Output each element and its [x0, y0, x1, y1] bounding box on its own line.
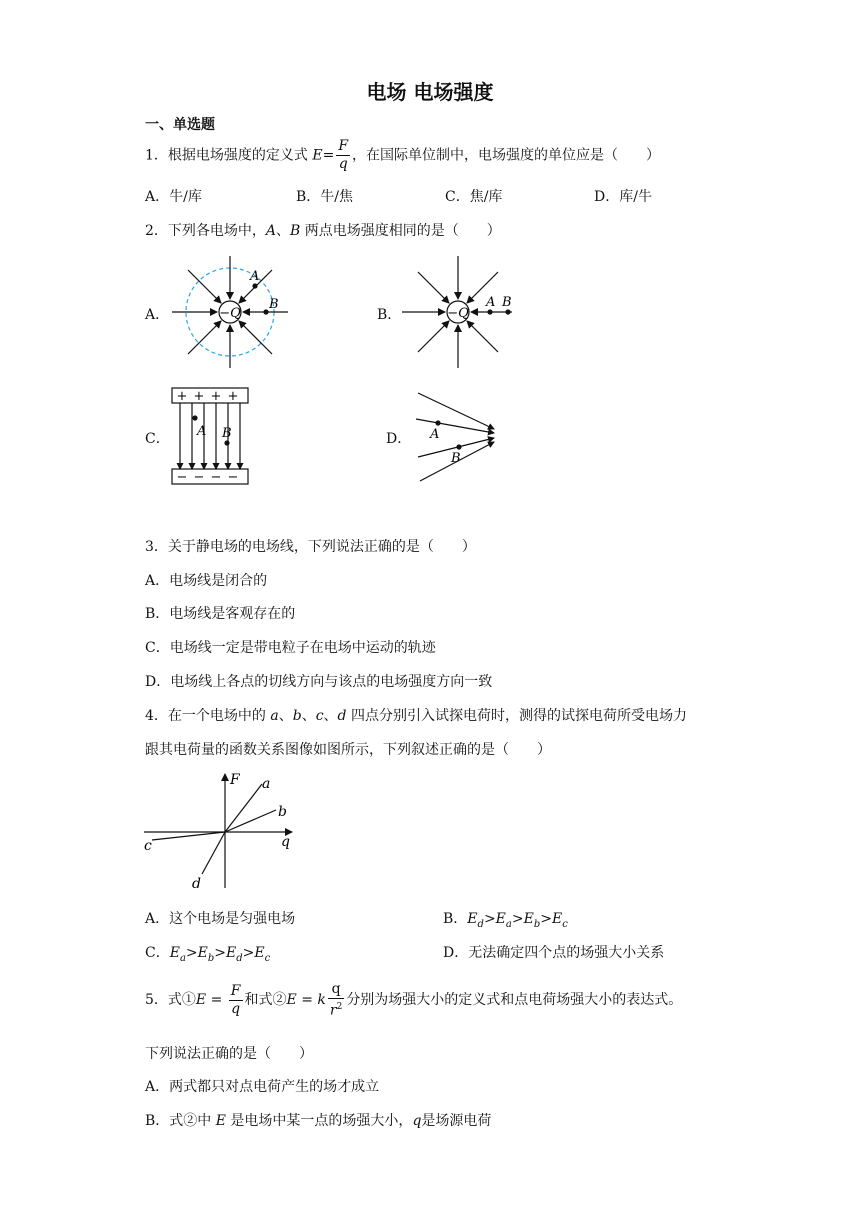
point-a-dot	[487, 309, 492, 314]
svg-text:−: −	[193, 470, 205, 485]
question-1-stem	[145, 138, 660, 173]
q1-var-E: E	[312, 147, 323, 164]
q4-var-a: a	[270, 708, 279, 724]
q4-var-c: c	[315, 708, 324, 724]
charge-label: −Q	[447, 306, 469, 321]
point-a-dot	[252, 283, 257, 288]
point-b-dot	[505, 309, 510, 314]
q2-label-a: A．	[145, 307, 170, 323]
question-4-stem-line1: 4．在一个电场中的 a、b、c、d 四点分别引入试探电荷时，测得的试探电荷所受电场力	[145, 708, 687, 724]
q2-label-b: B．	[377, 307, 402, 323]
line-c	[152, 832, 225, 840]
q4-graph	[140, 770, 300, 895]
q3-option-c: C．电场线一定是带电粒子在电场中运动的轨迹	[145, 640, 436, 656]
q4-option-b: B．$E_d>E_a>E_b>E_c$	[443, 911, 568, 930]
q3-option-d: D．电场线上各点的切线方向与该点的电场强度方向一致	[145, 674, 493, 690]
q2-figure-b	[400, 254, 540, 374]
q4-var-d: d	[337, 708, 347, 724]
q2-figure-a	[160, 254, 300, 374]
q2-text-post: 两点电场强度相同的是（ ）	[300, 223, 501, 239]
q2-sep: 、	[276, 223, 291, 239]
question-5-stem-line1: 5．式①E = $\frac{F}{q}$ 和式②E = k $\frac{q}{r^2}$ 分别为场强大小的定义式和点电荷场强大小的表达式。	[145, 980, 683, 1019]
svg-text:−: −	[227, 470, 239, 485]
point-b-dot	[224, 440, 229, 445]
q4-text-post: 四点分别引入试探电荷时，测得的试探电荷所受电场力	[346, 708, 687, 724]
point-b-dot	[263, 309, 268, 314]
q3-option-b: B．电场线是客观存在的	[145, 606, 296, 622]
charge-label: −Q	[219, 306, 241, 321]
q1-option-c: C．焦/库	[445, 189, 503, 205]
point-a-label: A	[250, 269, 260, 284]
point-a-dot	[192, 415, 197, 420]
point-a-label: A	[430, 427, 440, 442]
q1-text-post: ，在国际单位制中，电场强度的单位应是（ ）	[352, 147, 661, 164]
q1-fraction	[336, 138, 350, 173]
q1-option-a: A．牛/库	[145, 189, 202, 205]
line-c-label: c	[144, 838, 152, 854]
point-b-dot	[456, 444, 461, 449]
f-axis-label: F	[230, 772, 240, 788]
section-heading: 一、单选题	[145, 117, 215, 133]
point-a-label: A	[197, 424, 207, 439]
point-b-label: B	[502, 295, 512, 310]
point-a-dot	[435, 420, 440, 425]
q4-option-c: C．$E_a>E_b>E_d>E_c$	[145, 945, 271, 964]
line-d	[202, 832, 225, 874]
svg-text:+: +	[193, 389, 205, 404]
question-4-stem-line2: 跟其电荷量的函数关系图像如图所示，下列叙述正确的是（ ）	[145, 742, 551, 758]
svg-text:+: +	[227, 389, 239, 404]
q5-fraction-1: $\frac{F}{q}$	[230, 982, 241, 1017]
line-d-label: d	[192, 876, 201, 892]
svg-text:−: −	[210, 470, 222, 485]
question-5-stem-line2: 下列说法正确的是（ ）	[145, 1046, 313, 1062]
q1-frac-num: F	[338, 138, 349, 154]
q5-option-a: A．两式都只对点电荷产生的场才成立	[145, 1079, 380, 1095]
point-b-label: B	[451, 451, 461, 466]
point-b-label: B	[269, 297, 279, 312]
q5-fraction-2: $\frac{q}{r^2}$	[329, 980, 343, 1019]
line-a	[225, 784, 262, 832]
svg-text:+: +	[176, 389, 188, 404]
q4-text-pre: 4．在一个电场中的	[145, 708, 271, 724]
line-b-label: b	[278, 804, 287, 820]
svg-text:−: −	[176, 470, 188, 485]
question-2-stem	[145, 220, 501, 240]
q5-option-b: B．式②中 E 是电场中某一点的场强大小，q是场源电荷	[145, 1113, 492, 1129]
q2-figure-d	[408, 385, 508, 485]
q2-figure-c	[168, 385, 254, 487]
q2-text-pre: 2．下列各电场中，	[145, 223, 266, 239]
q1-frac-den: q	[338, 156, 348, 172]
q1-text-pre: 1．根据电场强度的定义式	[145, 147, 313, 164]
q4-var-b: b	[292, 708, 302, 724]
q-axis-label: q	[281, 834, 290, 850]
q3-option-a: A．电场线是闭合的	[145, 573, 268, 589]
q2-point-a: A	[265, 223, 277, 239]
q4-option-d: D．无法确定四个点的场强大小关系	[443, 945, 665, 961]
line-b	[225, 810, 276, 832]
q2-point-b: B	[290, 223, 301, 239]
q1-equals: =	[322, 147, 335, 164]
svg-text:+: +	[210, 389, 222, 404]
q1-option-d: D．库/牛	[594, 189, 652, 205]
point-b-label: B	[222, 426, 232, 441]
point-a-label: A	[486, 295, 496, 310]
q1-option-b: B．牛/焦	[296, 189, 354, 205]
q4-option-a: A．这个电场是匀强电场	[145, 911, 296, 927]
q2-label-d: D．	[386, 431, 412, 447]
question-3-stem: 3．关于静电场的电场线，下列说法正确的是（ ）	[145, 539, 476, 555]
q2-label-c: C．	[145, 431, 170, 447]
line-a-label: a	[262, 776, 271, 792]
field-lines	[416, 393, 494, 481]
page-title: 电场 电场强度	[366, 80, 494, 104]
